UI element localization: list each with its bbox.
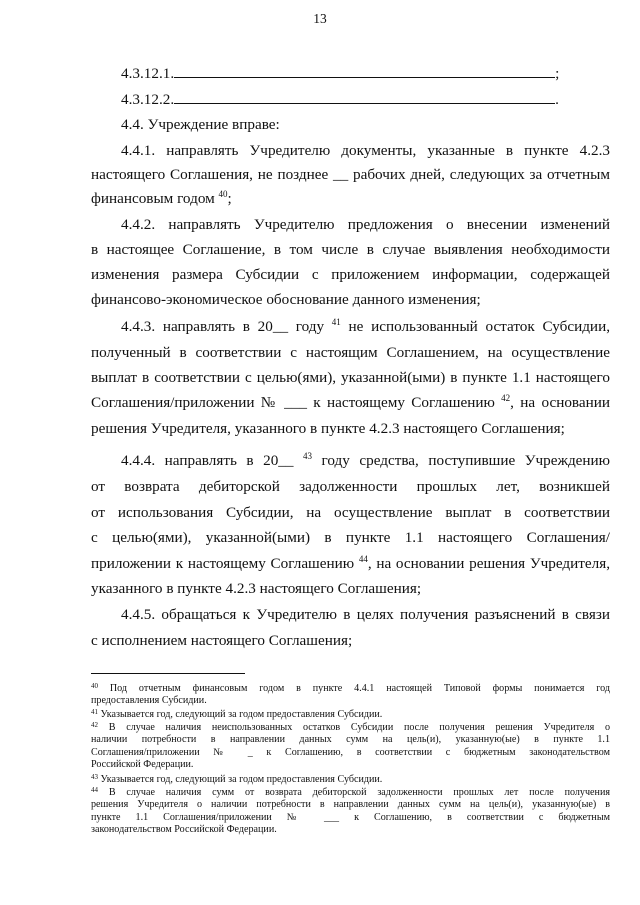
footnote-40 bbox=[91, 683, 610, 708]
text-line: указанного в пункте 4.2.3 настоящего Соглашения; bbox=[91, 580, 422, 597]
text-segment: 4.4.4. направлять в 20__ bbox=[121, 452, 294, 469]
footnote-line: наличии потребности в направлении данных сумм на цель(и), указанную(ые) в пункте 1.1 bbox=[91, 734, 610, 746]
item-end-punct: ; bbox=[555, 65, 560, 82]
footnote-mark: 44 bbox=[91, 786, 98, 794]
footnote-text: Указывается год, следующий за годом предоставления Субсидии. bbox=[100, 774, 383, 785]
footnote-text: Под отчетным финансовым годом в пункте 4.4.1 настоящей Типовой формы понимается год bbox=[109, 683, 610, 694]
footnote-42 bbox=[91, 722, 610, 771]
text-segment: не использованный остаток Субсидии, bbox=[348, 318, 610, 335]
text-line bbox=[91, 394, 610, 412]
text-segment: Соглашения/приложении № ___ к настоящему Соглашению bbox=[91, 394, 495, 411]
footnote-line: законодательством Российской Федерации. bbox=[91, 823, 277, 835]
text-segment: году средства, поступившие Учреждению bbox=[321, 452, 611, 469]
footnote-line bbox=[91, 683, 610, 695]
footnote-43 bbox=[91, 774, 610, 786]
text-line bbox=[91, 555, 610, 573]
text-line: в настоящее Соглашение, в том числе в случае выявления необходимости bbox=[91, 241, 610, 258]
text-line: решения Учредителя, указанного в пункте 4.2.3 настоящего Соглашения; bbox=[91, 420, 565, 437]
footnote-mark: 43 bbox=[91, 773, 98, 781]
text-segment: приложении к настоящему Соглашению bbox=[91, 555, 355, 572]
footnote-line: предоставления Субсидии. bbox=[91, 695, 207, 707]
text-segment: финансовым годом bbox=[91, 190, 215, 207]
blank-fill-line bbox=[174, 90, 555, 104]
item-4-3-12-2 bbox=[121, 90, 559, 109]
text-line: полученный в соответствии с настоящим Соглашением, на осуществление bbox=[91, 344, 610, 361]
text-segment: , на основании решения Учредителя, bbox=[367, 555, 610, 572]
text-line bbox=[91, 190, 232, 208]
footnote-line bbox=[91, 774, 610, 786]
text-segment: ; bbox=[227, 190, 232, 207]
footnote-mark: 40 bbox=[91, 682, 98, 690]
footnote-44 bbox=[91, 787, 610, 836]
footnote-mark: 42 bbox=[91, 721, 98, 729]
footnote-ref: 43 bbox=[303, 451, 312, 461]
footnote-line: пункте 1.1 Соглашения/приложении № ___ к Соглашению, в соответствии с бюджетным bbox=[91, 811, 610, 823]
footnote-ref: 40 bbox=[218, 189, 228, 199]
section-heading-4-4: 4.4. Учреждение вправе: bbox=[121, 116, 280, 133]
item-number: 4.3.12.1. bbox=[121, 65, 175, 82]
text-line: от использования Субсидии, на осуществление выплат в соответствии bbox=[91, 504, 610, 521]
text-segment: 4.4.3. направлять в 20__ году bbox=[121, 318, 325, 335]
blank-fill-line bbox=[174, 64, 555, 78]
footnote-text: В случае наличия неиспользованных остатков Субсидии после получения решения Учредителя о bbox=[108, 722, 610, 733]
text-line: 4.4.5. обращаться к Учредителю в целях получения разъяснений в связи bbox=[121, 606, 610, 623]
item-4-3-12-1 bbox=[121, 64, 559, 83]
text-line: с исполнением настоящего Соглашения; bbox=[91, 632, 353, 649]
text-line: 4.4.2. направлять Учредителю предложения о внесении изменений bbox=[121, 216, 610, 233]
footnote-text: Указывается год, следующий за годом предоставления Субсидии. bbox=[100, 709, 383, 720]
footnote-ref: 41 bbox=[331, 317, 341, 327]
footnote-line: решения Учредителя о наличии потребности в направлении данных сумм на цель(и), указанную(ые) в bbox=[91, 799, 610, 811]
footnote-ref: 44 bbox=[358, 554, 368, 564]
footnote-line bbox=[91, 722, 610, 734]
page-number: 13 bbox=[313, 11, 327, 26]
text-line: от возврата дебиторской задолженности прошлых лет, возникшей bbox=[91, 478, 610, 495]
footnote-line bbox=[91, 709, 610, 721]
text-line: выплат в соответствии с целью(ями), указанной(ыми) в пункте 1.1 настоящего bbox=[91, 369, 610, 386]
footnote-41 bbox=[91, 709, 610, 721]
footnote-separator bbox=[91, 673, 245, 674]
footnote-text: В случае наличия сумм от возврата дебиторской задолженности прошлых лет после получения bbox=[108, 787, 610, 798]
footnote-mark: 41 bbox=[91, 708, 98, 716]
text-segment: , на основании bbox=[510, 394, 611, 411]
text-line bbox=[121, 452, 610, 470]
footnote-line bbox=[91, 787, 610, 799]
text-line: 4.4.1. направлять Учредителю документы, указанные в пункте 4.2.3 bbox=[121, 142, 610, 159]
text-line: изменения размера Субсидии с приложением информации, содержащей bbox=[91, 266, 610, 283]
text-line bbox=[121, 318, 610, 336]
footnote-line: Соглашения/приложении № _ к Соглашению, в соответствии с бюджетным законодательством bbox=[91, 746, 610, 758]
footnote-ref: 42 bbox=[501, 393, 511, 403]
footnote-line: Российской Федерации. bbox=[91, 758, 194, 770]
item-number: 4.3.12.2. bbox=[121, 91, 175, 108]
item-end-punct: . bbox=[555, 91, 559, 108]
text-line: настоящего Соглашения, не позднее __ рабочих дней, следующих за отчетным bbox=[91, 166, 610, 183]
text-line: финансово-экономическое обоснование данного изменения; bbox=[91, 291, 481, 308]
text-line: с целью(ями), указанной(ыми) в пункте 1.1 настоящего Соглашения/ bbox=[91, 529, 610, 546]
